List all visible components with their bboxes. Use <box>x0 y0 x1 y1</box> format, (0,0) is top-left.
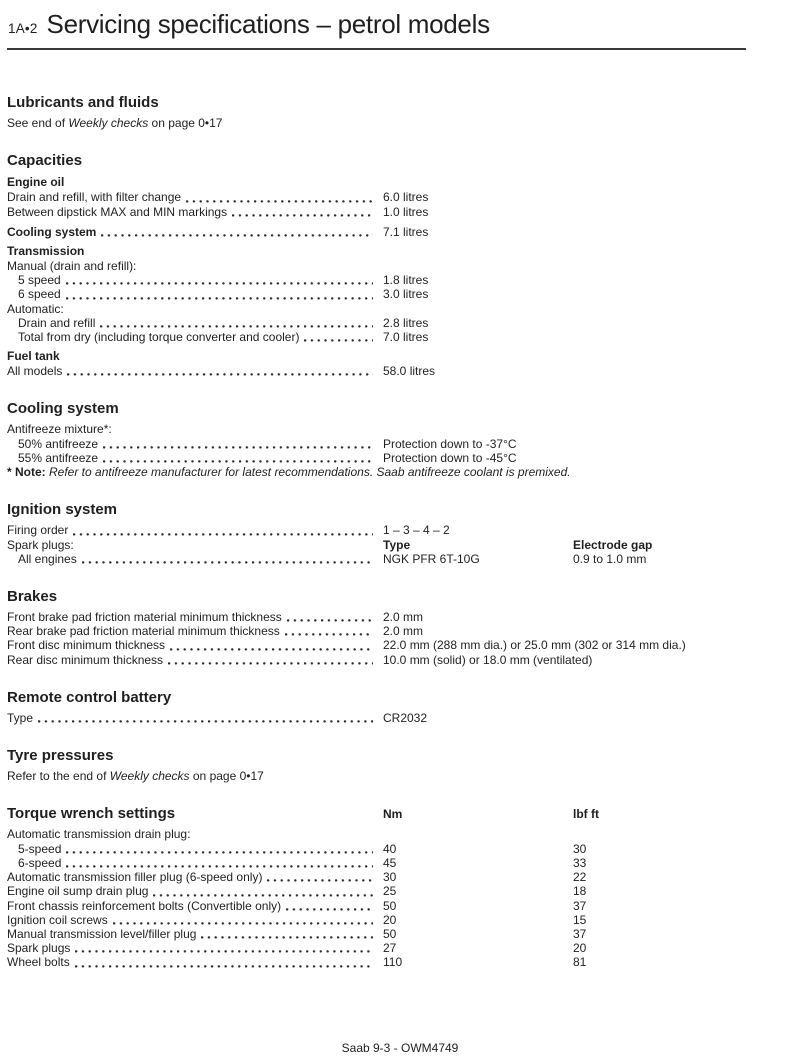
spec-value: NGK PFR 6T-10G <box>383 551 480 566</box>
spec-row-lead <box>7 437 383 451</box>
dot-leader <box>66 851 373 854</box>
spec-row <box>7 941 772 955</box>
spec-value-2: 15 <box>573 912 587 927</box>
footer-text: Saab 9-3 - OWM4749 <box>341 1041 459 1055</box>
spec-label: Rear disc minimum thickness <box>7 652 164 667</box>
text-segment: Weekly checks <box>68 116 149 130</box>
spec-value-2: 20 <box>573 941 587 956</box>
spec-row <box>7 610 772 624</box>
spec-label: 6 speed <box>18 287 61 302</box>
spec-row <box>7 273 772 287</box>
spec-row <box>7 538 772 552</box>
spec-value-2: 81 <box>573 955 587 970</box>
spec-label: 50% antifreeze <box>18 436 99 451</box>
spec-label: Type <box>7 710 34 725</box>
spec-value-2: 30 <box>573 841 587 856</box>
dot-leader <box>66 282 373 285</box>
section-heading-row <box>7 94 772 112</box>
spec-row-lead <box>7 856 383 870</box>
dot-leader <box>66 865 373 868</box>
spec-section <box>7 152 772 378</box>
text-segment: * Note: <box>7 465 49 480</box>
spec-value-2: Electrode gap <box>573 537 653 552</box>
spec-row-lead <box>7 451 383 465</box>
page-footer <box>0 1041 800 1055</box>
section-heading: Brakes <box>7 588 58 606</box>
sub-heading: Engine oil <box>7 175 65 190</box>
dot-leader <box>287 619 373 622</box>
spec-row <box>7 437 772 451</box>
spec-value: 45 <box>383 855 397 870</box>
dot-leader <box>170 648 373 651</box>
spec-label: Engine oil sump drain plug <box>7 884 149 899</box>
spec-row <box>7 638 772 652</box>
section-heading-row <box>7 400 772 418</box>
section-heading-row <box>7 152 772 170</box>
spec-row <box>7 552 772 566</box>
spec-label: Automatic transmission filler plug (6-speed only) <box>7 870 263 885</box>
spec-row-lead <box>7 364 383 378</box>
spec-label: 5-speed <box>18 841 62 856</box>
spec-group-label: Antifreeze mixture*: <box>7 422 112 437</box>
spec-label: Spark plugs: <box>7 537 74 552</box>
dot-leader <box>153 894 373 897</box>
spec-row-lead <box>7 870 383 884</box>
spec-value-2: 0.9 to 1.0 mm <box>573 551 647 566</box>
spec-row-lead <box>7 538 383 552</box>
dot-leader <box>75 950 373 953</box>
spec-row <box>7 856 772 870</box>
spec-label: Total from dry (including torque converter and cooler) <box>18 330 300 345</box>
spec-row-lead <box>7 884 383 898</box>
dot-leader <box>186 200 373 203</box>
section-heading: Capacities <box>7 152 83 170</box>
dot-leader <box>73 533 373 536</box>
spec-value-2: 37 <box>573 898 587 913</box>
spec-value: 1 – 3 – 4 – 2 <box>383 523 450 538</box>
spec-value-2: 37 <box>573 926 587 941</box>
spec-row-lead <box>7 927 383 941</box>
spec-value: 10.0 mm (solid) or 18.0 mm (ventilated) <box>383 652 593 667</box>
spec-row-lead <box>7 711 383 725</box>
spec-label: 5 speed <box>18 273 61 288</box>
spec-value: 22.0 mm (288 mm dia.) or 25.0 mm (302 or 314 mm dia.) <box>383 638 686 653</box>
spec-value: Protection down to -45°C <box>383 450 517 465</box>
spec-group-label: Manual (drain and refill): <box>7 259 137 274</box>
dot-leader <box>113 922 373 925</box>
dot-leader <box>304 339 373 342</box>
spec-value: Protection down to -37°C <box>383 436 517 451</box>
spec-row-lead <box>7 552 383 566</box>
spec-group-label: Automatic transmission drain plug: <box>7 827 191 842</box>
spec-row <box>7 653 772 667</box>
dot-leader <box>285 633 373 636</box>
page-title: Servicing specifications – petrol models <box>46 9 490 39</box>
spec-value: 2.0 mm <box>383 624 424 639</box>
spec-label: Wheel bolts <box>7 955 70 970</box>
spec-row <box>7 330 772 344</box>
spec-section <box>7 689 772 725</box>
dot-leader <box>67 373 373 376</box>
spec-label: Front disc minimum thickness <box>7 638 166 653</box>
spec-row <box>7 927 772 941</box>
spec-value: 50 <box>383 926 397 941</box>
sub-heading: Fuel tank <box>7 349 60 364</box>
spec-row-lead <box>7 941 383 955</box>
spec-row <box>7 205 772 219</box>
spec-row <box>7 316 772 330</box>
text-segment: See end of <box>7 116 69 130</box>
sub-heading: Transmission <box>7 244 85 259</box>
spec-row <box>7 842 772 856</box>
spec-group-label: Automatic: <box>7 301 64 316</box>
spec-row-lead <box>7 523 383 537</box>
spec-label: All engines <box>18 551 77 566</box>
dot-leader <box>66 297 373 300</box>
section-heading-row <box>7 805 772 823</box>
column-header-nm: Nm <box>383 807 403 822</box>
spec-content <box>7 94 772 970</box>
section-heading-row <box>7 588 772 606</box>
spec-value: 1.0 litres <box>383 204 429 219</box>
spec-value: 40 <box>383 841 397 856</box>
spec-value-2: 18 <box>573 884 587 899</box>
spec-row <box>7 955 772 969</box>
spec-label: Manual transmission level/filler plug <box>7 926 197 941</box>
spec-row-lead <box>7 610 383 624</box>
spec-value-2: 33 <box>573 855 587 870</box>
spec-label: 55% antifreeze <box>18 450 99 465</box>
spec-row <box>7 870 772 884</box>
spec-row-lead <box>7 273 383 287</box>
spec-value: 1.8 litres <box>383 273 429 288</box>
spec-label: Drain and refill, with filter change <box>7 190 182 205</box>
spec-label: Drain and refill <box>18 315 96 330</box>
spec-row <box>7 711 772 725</box>
spec-row <box>7 225 772 239</box>
spec-label: Spark plugs <box>7 941 71 956</box>
dot-leader <box>267 879 373 882</box>
dot-leader <box>101 234 373 237</box>
spec-row-lead <box>7 913 383 927</box>
spec-row-lead <box>7 330 383 344</box>
spec-section <box>7 805 772 969</box>
spec-section <box>7 94 772 130</box>
dot-leader <box>103 460 373 463</box>
spec-row <box>7 190 772 204</box>
spec-section <box>7 588 772 667</box>
dot-leader <box>168 662 373 665</box>
spec-label: Firing order <box>7 523 69 538</box>
spec-value: 6.0 litres <box>383 190 429 205</box>
page-number: 1A•2 <box>8 21 38 36</box>
spec-label: Ignition coil screws <box>7 912 108 927</box>
section-heading: Lubricants and fluids <box>7 94 159 111</box>
text-segment: on page 0•17 <box>189 769 264 784</box>
text-segment: Refer to antifreeze manufacturer for latest recommendations. Saab antifreeze coolant is premixed. <box>49 465 571 480</box>
spec-value: 30 <box>383 870 397 885</box>
dot-leader <box>75 965 373 968</box>
spec-row <box>7 364 772 378</box>
spec-label: Front chassis reinforcement bolts (Convertible only) <box>7 898 282 913</box>
spec-row-lead <box>7 225 383 239</box>
spec-row-lead <box>7 638 383 652</box>
spec-value: 58.0 litres <box>383 364 436 379</box>
spec-row-lead <box>7 842 383 856</box>
spec-value: 2.8 litres <box>383 315 429 330</box>
spec-section <box>7 747 772 783</box>
spec-value: CR2032 <box>383 710 428 725</box>
spec-value-2: 22 <box>573 870 587 885</box>
page-header <box>7 0 746 50</box>
section-heading: Torque wrench settings <box>7 805 176 823</box>
dot-leader <box>103 446 373 449</box>
text-line <box>7 465 772 479</box>
spec-label: Between dipstick MAX and MIN markings <box>7 204 228 219</box>
spec-value: 27 <box>383 941 397 956</box>
spec-value: 7.0 litres <box>383 330 429 345</box>
spec-row <box>7 884 772 898</box>
spec-row-lead <box>7 316 383 330</box>
text-segment: Refer to the end of <box>7 769 110 784</box>
section-heading: Tyre pressures <box>7 747 114 765</box>
spec-row-lead <box>7 190 383 204</box>
spec-value: 110 <box>383 955 403 970</box>
spec-label: Rear brake pad friction material minimum thickness <box>7 624 280 639</box>
spec-row <box>7 451 772 465</box>
spec-row-lead <box>7 205 383 219</box>
section-heading: Cooling system <box>7 400 119 418</box>
spec-label: Front brake pad friction material minimum thickness <box>7 610 282 625</box>
dot-leader <box>201 936 373 939</box>
spec-row <box>7 523 772 537</box>
spec-row-lead <box>7 624 383 638</box>
text-line <box>7 116 772 130</box>
spec-row-lead <box>7 955 383 969</box>
spec-section <box>7 400 772 479</box>
section-heading: Remote control battery <box>7 688 172 706</box>
spec-row-lead <box>7 287 383 301</box>
section-heading-row <box>7 501 772 519</box>
dot-leader <box>286 908 373 911</box>
spec-label: 6-speed <box>18 855 62 870</box>
spec-value: 25 <box>383 884 397 899</box>
spec-row-lead <box>7 653 383 667</box>
section-heading-row <box>7 689 772 707</box>
dot-leader <box>232 214 373 217</box>
column-header-lbfft: lbf ft <box>573 807 599 822</box>
dot-leader <box>38 720 373 723</box>
section-heading-row <box>7 747 772 765</box>
spec-value: Type <box>383 537 411 552</box>
spec-value: 50 <box>383 898 397 913</box>
text-segment: Weekly checks <box>109 769 190 784</box>
dot-leader <box>82 561 373 564</box>
spec-value: 2.0 mm <box>383 610 424 625</box>
spec-section <box>7 501 772 566</box>
spec-row-lead <box>7 899 383 913</box>
spec-value: 3.0 litres <box>383 287 429 302</box>
spec-value: 7.1 litres <box>383 224 429 239</box>
spec-label: Cooling system <box>7 224 97 239</box>
text-segment: on page 0•17 <box>148 116 223 130</box>
spec-row <box>7 287 772 301</box>
dot-leader <box>100 325 373 328</box>
spec-row <box>7 899 772 913</box>
spec-row <box>7 913 772 927</box>
section-heading: Ignition system <box>7 501 118 519</box>
spec-row <box>7 624 772 638</box>
text-line <box>7 769 772 783</box>
spec-value: 20 <box>383 912 397 927</box>
spec-label: All models <box>7 364 63 379</box>
